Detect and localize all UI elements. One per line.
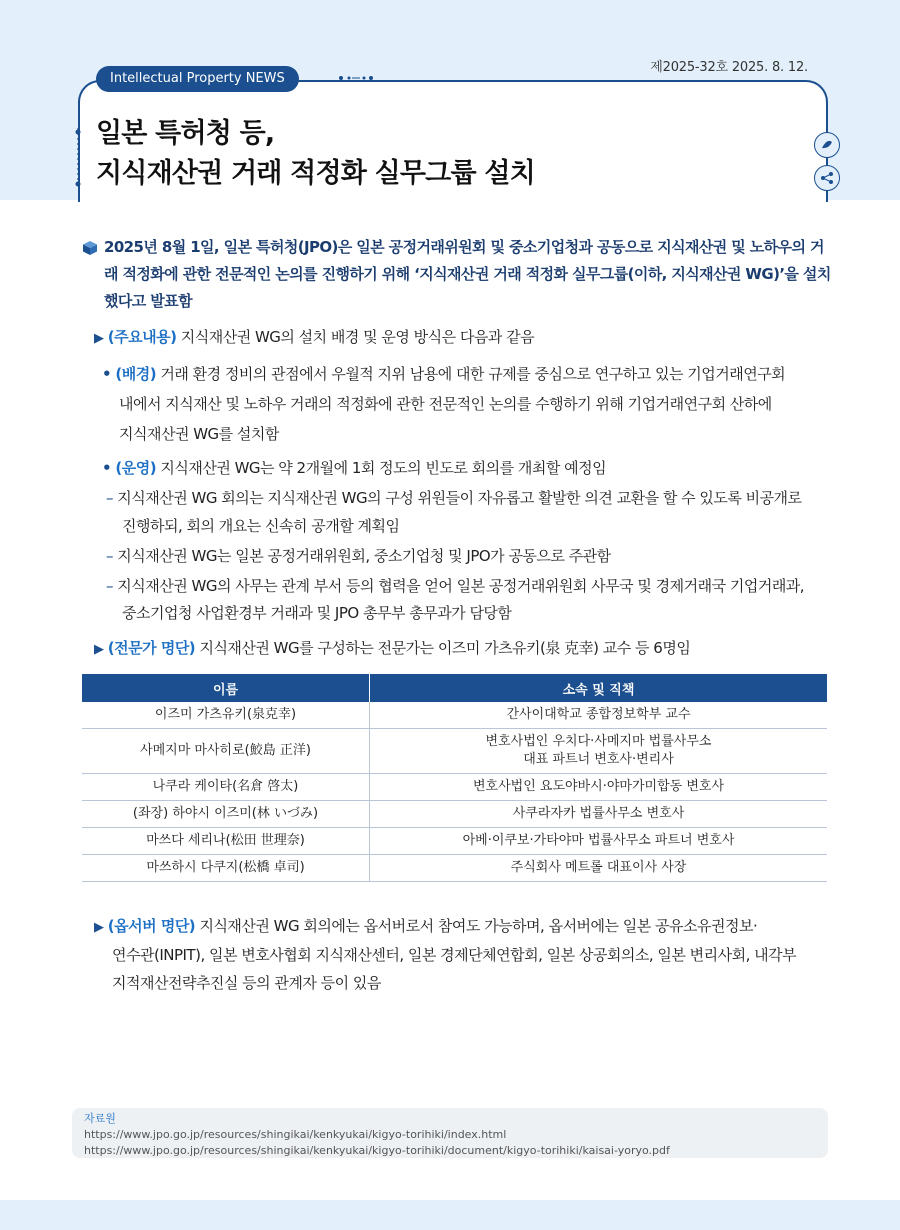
lead-paragraph: 2025년 8월 1일, 일본 특허청(JPO)은 일본 공정거래위원회 및 중소기업청과 공동으로 지식재산권 및 노하우의 거래 적정화에 관한 전문적인 논의를 진행하기 위해 ‘지식재산권 거래 적정화 실무그룹(이하, 지식재산권 WG)’을 설치했다고 발표함 xyxy=(104,238,831,310)
table-row xyxy=(82,828,827,855)
operation-item xyxy=(102,453,606,483)
expert-affiliation: 변호사법인 요도야바시·야마가미합동 변호사 xyxy=(370,774,828,801)
operation-sub-1-line-2: 진행하되, 회의 개요는 신속히 공개할 계획임 xyxy=(122,517,400,535)
expert-affiliation xyxy=(370,729,828,774)
operation-sub-3 xyxy=(106,571,804,601)
triangle-bullet-icon: ▶ xyxy=(94,642,104,657)
triangle-bullet-icon: ▶ xyxy=(94,920,104,935)
experts-label: (전문가 명단) xyxy=(107,639,196,657)
expert-affiliation: 주식회사 메트롤 대표이사 사장 xyxy=(370,855,828,882)
expert-affiliation: 간사이대학교 종합정보학부 교수 xyxy=(370,702,828,729)
pill-dots-decoration xyxy=(338,75,374,81)
background-line-1: 거래 환경 정비의 관점에서 우월적 지위 남용에 대한 규제를 중심으로 연구하고 있는 기업거래연구회 xyxy=(160,365,786,383)
background-label: (배경) xyxy=(115,365,157,383)
dash-bullet-icon: – xyxy=(106,577,113,595)
observers-line-1: 지식재산권 WG 회의에는 옵서버로서 참여도 가능하며, 옵서버에는 일본 공유소유권정보· xyxy=(199,917,758,935)
table-row xyxy=(82,702,827,729)
page-title xyxy=(96,114,535,194)
table-row xyxy=(82,801,827,828)
expert-affiliation: 아베·이쿠보·가타야마 법률사무소 파트너 변호사 xyxy=(370,828,828,855)
table-row xyxy=(82,729,827,774)
operation-sub-2 xyxy=(106,541,611,571)
cube-bullet-icon xyxy=(82,240,98,256)
table-row xyxy=(82,855,827,882)
expert-name: 마쓰다 세리나(松田 世理奈) xyxy=(82,828,370,855)
background-line-2: 내에서 지식재산 및 노하우 거래의 적정화에 관한 전문적인 논의를 수행하기 위해 기업거래연구회 산하에 xyxy=(119,395,772,413)
network-emblem-icon xyxy=(814,165,840,191)
expert-affiliation-line-1: 변호사법인 우치다·사메지마 법률사무소 xyxy=(485,734,712,749)
news-label: Intellectual Property NEWS xyxy=(96,66,299,92)
table-row xyxy=(82,774,827,801)
table-header-row xyxy=(82,674,827,702)
expert-name: 사메지마 마사히로(鮫島 正洋) xyxy=(82,729,370,774)
experts-item xyxy=(94,633,690,665)
experts-table xyxy=(82,674,827,882)
dot-bullet-icon: • xyxy=(102,459,112,477)
expert-name: 나쿠라 케이타(名倉 啓太) xyxy=(82,774,370,801)
dash-bullet-icon: – xyxy=(106,547,113,565)
operation-sub-1 xyxy=(106,483,802,513)
dash-bullet-icon: – xyxy=(106,489,113,507)
source-box xyxy=(72,1108,828,1158)
leaf-emblem-icon xyxy=(814,132,840,158)
operation-label: (운영) xyxy=(115,459,157,477)
operation-sub-3-line-1: 지식재산권 WG의 사무는 관계 부서 등의 협력을 얻어 일본 공정거래위원회 사무국 및 경제거래국 기업거래과, xyxy=(117,577,805,595)
footer-band xyxy=(0,1200,900,1230)
observers-label: (옵서버 명단) xyxy=(107,917,196,935)
left-dots-decoration xyxy=(72,128,84,188)
source-link-1[interactable]: https://www.jpo.go.jp/resources/shingikai/kenkyukai/kigyo-torihiki/index.html xyxy=(84,1128,507,1141)
expert-name: 마쓰하시 다쿠지(松橋 卓司) xyxy=(82,855,370,882)
column-header-affiliation: 소속 및 직책 xyxy=(370,674,828,702)
main-content-text: 지식재산권 WG의 설치 배경 및 운영 방식은 다음과 같음 xyxy=(180,328,535,346)
dot-bullet-icon: • xyxy=(102,365,112,383)
title-line-2: 지식재산권 거래 적정화 실무그룹 설치 xyxy=(96,158,535,189)
operation-sub-3-line-2: 중소기업청 사업환경부 거래과 및 JPO 총무부 총무과가 담당함 xyxy=(122,604,512,622)
expert-name: 이즈미 가츠유키(泉克幸) xyxy=(82,702,370,729)
title-line-1: 일본 특허청 등, xyxy=(96,118,275,149)
operation-sub-1-line-1: 지식재산권 WG 회의는 지식재산권 WG의 구성 위원들이 자유롭고 활발한 의견 교환을 할 수 있도록 비공개로 xyxy=(117,489,802,507)
expert-affiliation: 사쿠라자카 법률사무소 변호사 xyxy=(370,801,828,828)
operation-sub-2-text: 지식재산권 WG는 일본 공정거래위원회, 중소기업청 및 JPO가 공동으로 주관함 xyxy=(117,547,611,565)
source-label: 자료원 xyxy=(84,1112,116,1125)
main-content-label: (주요내용) xyxy=(107,328,177,346)
expert-name: (좌장) 하야시 이즈미(林 いづみ) xyxy=(82,801,370,828)
column-header-name: 이름 xyxy=(82,674,370,702)
observers-line-3: 지적재산전략추진실 등의 관계자 등이 있음 xyxy=(112,974,381,992)
background-item xyxy=(102,359,785,389)
issue-number: 제2025-32호 2025. 8. 12. xyxy=(650,60,808,75)
observers-line-2: 연수관(INPIT), 일본 변호사협회 지식재산센터, 일본 경제단체연합회, 일본 상공회의소, 일본 변리사회, 내각부 xyxy=(112,946,797,964)
main-content-item xyxy=(94,322,534,354)
expert-affiliation-line-2: 대표 파트너 변호사·변리사 xyxy=(523,752,674,767)
background-line-3: 지식재산권 WG를 설치함 xyxy=(119,425,279,443)
source-link-2[interactable]: https://www.jpo.go.jp/resources/shingikai/kenkyukai/kigyo-torihiki/document/kigyo-torihiki/kaisai-yoryo.pdf xyxy=(84,1144,670,1157)
experts-text: 지식재산권 WG를 구성하는 전문가는 이즈미 가츠유키(泉 克幸) 교수 등 6명임 xyxy=(199,639,691,657)
observers-item xyxy=(94,911,757,943)
operation-text: 지식재산권 WG는 약 2개월에 1회 정도의 빈도로 회의를 개최할 예정임 xyxy=(160,459,607,477)
triangle-bullet-icon: ▶ xyxy=(94,331,104,346)
